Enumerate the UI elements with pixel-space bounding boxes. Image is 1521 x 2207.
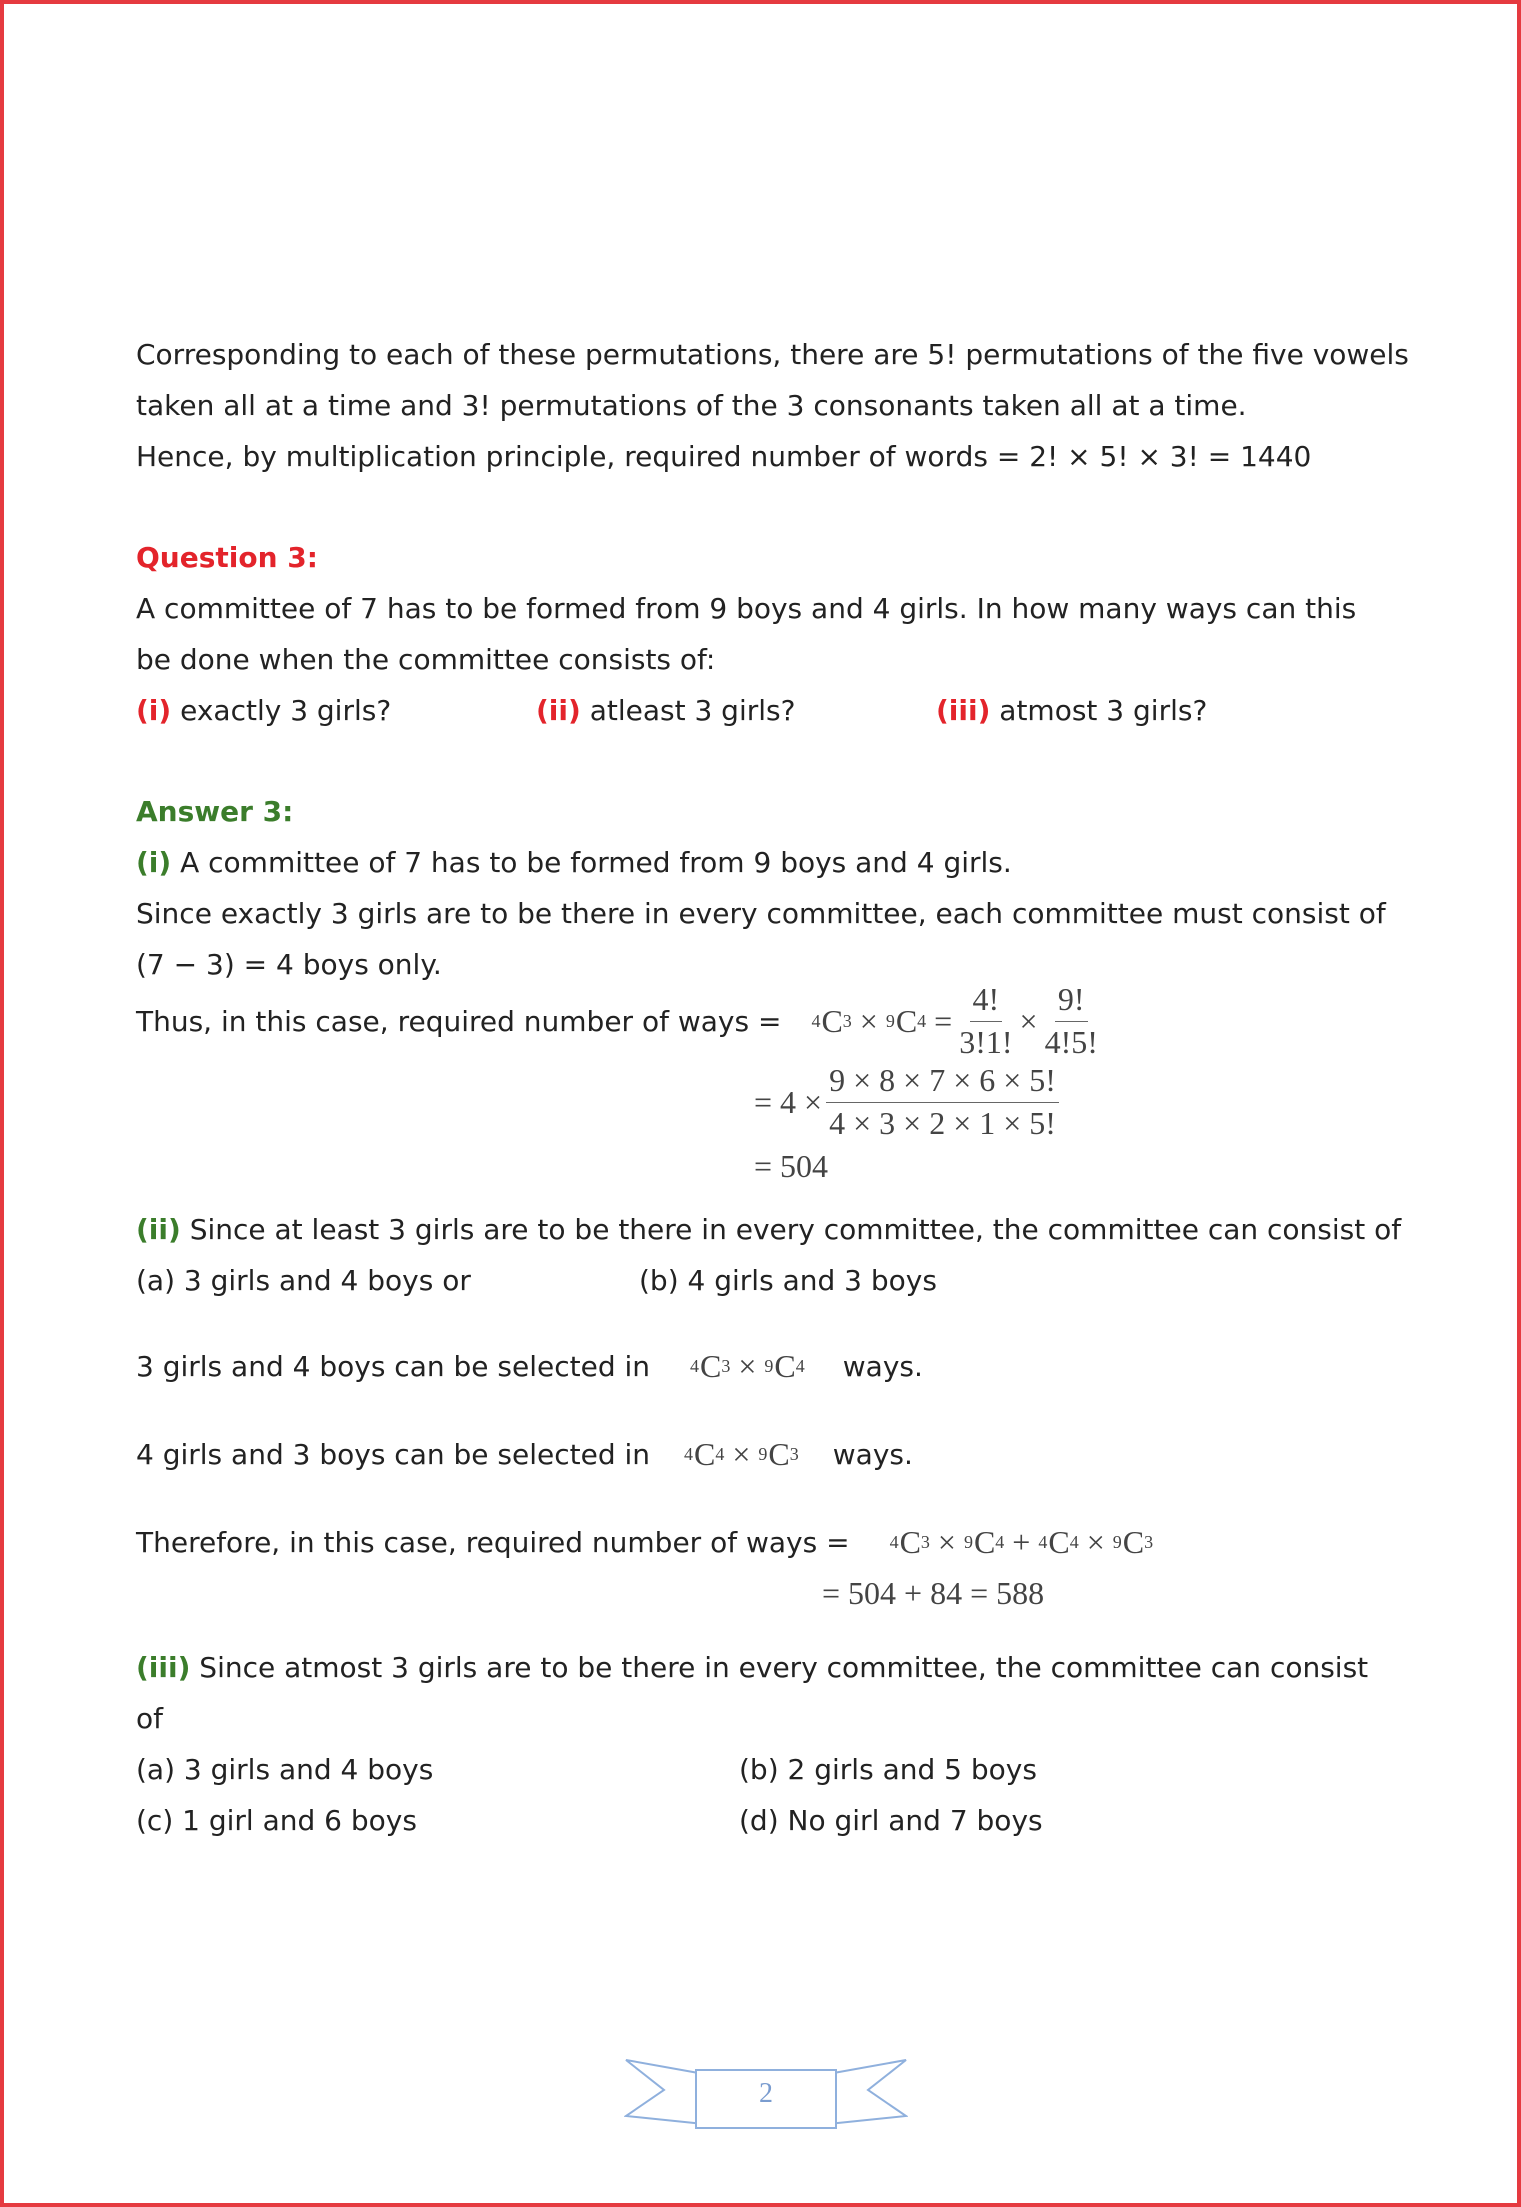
question-options xyxy=(136,685,1406,736)
selection-2-text: 4 girls and 3 boys can be selected in xyxy=(136,1437,651,1471)
therefore-formula: 4 C 3 × 9 C 4 + 4 C 4 × 9 C 3 xyxy=(889,1523,1154,1560)
intro-line-1: Corresponding to each of these permutations, there are 5! permutations of the five vowels xyxy=(136,338,1409,371)
option-i: (i) exactly 3 girls? xyxy=(136,694,392,727)
page-number: 2 xyxy=(759,2078,773,2109)
answer-iii-option-d: (d) No girl and 7 boys xyxy=(739,1804,1043,1837)
answer-iii-line-1: (iii) Since atmost 3 girls are to be there in every committee, the committee can consist xyxy=(136,1651,1369,1684)
selection-1-row xyxy=(136,1340,1406,1392)
option-iii: (iii) atmost 3 girls? xyxy=(936,694,1208,727)
fraction-1: $\frac{4!}{3!1!}$ xyxy=(959,981,1013,1060)
answer-i-line-2: Since exactly 3 girls are to be there in every committee, each committee must consist of xyxy=(136,897,1386,930)
selection-1-formula: 4 C 3 × 9 C 4 xyxy=(690,1347,805,1384)
equation-2: = 4 × $\frac{9 \times 8 \times 7 \times 6 \times 5!}{4 \times 3 \times 2 \times 1 \times 5!}$ xyxy=(136,1062,1406,1142)
therefore-text: Therefore, in this case, required number of ways = xyxy=(136,1525,850,1559)
answer-iii-option-c: (c) 1 girl and 6 boys xyxy=(136,1804,417,1837)
answer-ii-line-1: (ii) Since at least 3 girls are to be there in every committee, the committee can consist of xyxy=(136,1213,1402,1246)
therefore-result: = 504 + 84 = 588 xyxy=(822,1574,1045,1611)
equation-1: 4 C 3 × 9 C 4 = $\frac{4!}{3!1!}$ × $\frac{9!}{4!5!}$ xyxy=(811,982,1104,1059)
answer-iii-option-a: (a) 3 girls and 4 boys xyxy=(136,1753,434,1786)
answer-title: Answer 3: xyxy=(136,795,294,828)
answer-i-line-3: (7 − 3) = 4 boys only. xyxy=(136,948,442,981)
answer-iii-options-row-1 xyxy=(136,1744,1406,1795)
answer-iii-line-2: of xyxy=(136,1702,163,1735)
selection-2-ways: ways. xyxy=(832,1437,913,1471)
selection-1-text: 3 girls and 4 boys can be selected in xyxy=(136,1349,651,1383)
selection-2-row xyxy=(136,1428,1406,1480)
content xyxy=(136,329,1409,1846)
answer-ii-options xyxy=(136,1255,1406,1306)
question-title: Question 3: xyxy=(136,541,318,574)
answer-ii-option-a: (a) 3 girls and 4 boys or xyxy=(136,1264,471,1297)
selection-2-formula: 4 C 4 × 9 C 3 xyxy=(684,1435,799,1472)
therefore-result-row xyxy=(136,1568,1406,1618)
answer-iii-options-row-2 xyxy=(136,1795,1406,1846)
option-ii: (ii) atleast 3 girls? xyxy=(536,694,796,727)
question-line-2: be done when the committee consists of: xyxy=(136,643,716,676)
therefore-row xyxy=(136,1516,1406,1568)
answer-i-eq1-row xyxy=(136,981,1406,1060)
answer-i-line-1: (i) A committee of 7 has to be formed from 9 boys and 4 girls. xyxy=(136,846,1012,879)
question-line-1: A committee of 7 has to be formed from 9 boys and 4 girls. In how many ways can this xyxy=(136,592,1357,625)
equation-3: = 504 xyxy=(754,1147,829,1184)
fraction-3: $\frac{9 \times 8 \times 7 \times 6 \times 5!}{4 \times 3 \times 2 \times 1 \times 5!}$ xyxy=(826,1063,1059,1140)
intro-line-3: Hence, by multiplication principle, required number of words = 2! × 5! × 3! = 1440 xyxy=(136,440,1312,473)
page-number-ribbon xyxy=(624,2054,908,2138)
answer-i-line-4: Thus, in this case, required number of ways = xyxy=(136,1004,782,1038)
selection-1-ways: ways. xyxy=(842,1349,923,1383)
answer-ii-option-b: (b) 4 girls and 3 boys xyxy=(639,1264,937,1297)
fraction-2: $\frac{9!}{4!5!}$ xyxy=(1044,981,1098,1060)
intro-line-2: taken all at a time and 3! permutations of the 3 consonants taken all at a time. xyxy=(136,389,1247,422)
answer-iii-option-b: (b) 2 girls and 5 boys xyxy=(739,1753,1037,1786)
